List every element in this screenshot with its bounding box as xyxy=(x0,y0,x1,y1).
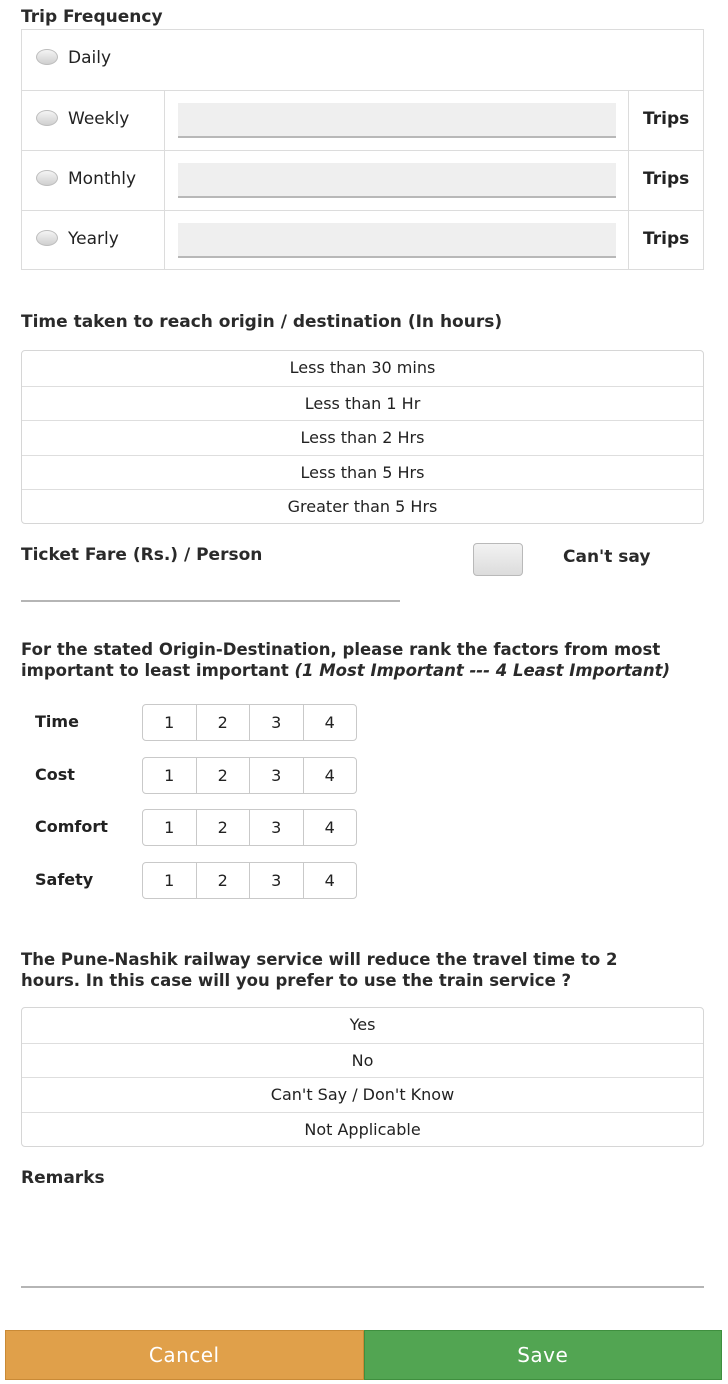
rank-safety-1[interactable]: 1 xyxy=(164,871,175,890)
frequency-label-weekly: Weekly xyxy=(68,109,130,129)
rank-safety-3[interactable]: 3 xyxy=(249,863,303,898)
rank-group-time xyxy=(142,704,357,741)
rank-comfort-2[interactable]: 2 xyxy=(196,810,250,845)
rank-label-time: Time xyxy=(35,712,79,731)
rank-group-comfort xyxy=(142,809,357,846)
yearly-trips-input[interactable] xyxy=(178,223,616,258)
train-preference-options xyxy=(21,1007,704,1147)
column-divider xyxy=(628,211,629,270)
radio-yearly[interactable] xyxy=(36,230,58,246)
weekly-trips-unit: Trips xyxy=(643,109,690,129)
rank-cost-2[interactable]: 2 xyxy=(196,758,250,793)
radio-daily[interactable] xyxy=(36,49,58,65)
frequency-row-weekly xyxy=(22,90,703,150)
frequency-row-yearly xyxy=(22,210,703,270)
rank-comfort-4[interactable]: 4 xyxy=(303,810,357,845)
rank-safety-4[interactable]: 4 xyxy=(303,863,357,898)
yearly-trips-unit: Trips xyxy=(643,229,690,249)
rank-time-2[interactable]: 2 xyxy=(196,705,250,740)
rank-label-cost: Cost xyxy=(35,765,75,784)
train-option[interactable]: No xyxy=(22,1043,703,1078)
ranking-prompt-text: For the stated Origin-Destination, please rank the factors from most important to least important xyxy=(21,640,661,680)
monthly-trips-input[interactable] xyxy=(178,163,616,198)
trip-frequency-title: Trip Frequency xyxy=(21,7,163,27)
rank-comfort-3[interactable]: 3 xyxy=(249,810,303,845)
rank-group-cost xyxy=(142,757,357,794)
save-button[interactable]: Save xyxy=(364,1330,723,1380)
radio-monthly[interactable] xyxy=(36,170,58,186)
time-option[interactable]: Less than 2 Hrs xyxy=(22,420,703,455)
time-option[interactable]: Less than 1 Hr xyxy=(22,386,703,421)
rank-time-4[interactable]: 4 xyxy=(303,705,357,740)
remarks-label: Remarks xyxy=(21,1168,105,1188)
column-divider xyxy=(164,211,165,270)
frequency-label-yearly: Yearly xyxy=(68,229,119,249)
train-option[interactable]: Not Applicable xyxy=(22,1112,703,1147)
frequency-label-monthly: Monthly xyxy=(68,169,137,189)
column-divider xyxy=(164,151,165,210)
ranking-prompt xyxy=(21,639,711,681)
remarks-textarea[interactable] xyxy=(21,1200,704,1288)
time-option[interactable]: Less than 30 mins xyxy=(289,358,436,377)
cant-say-label: Can't say xyxy=(563,547,651,567)
ticket-fare-input[interactable] xyxy=(21,570,400,602)
rank-comfort-1[interactable]: 1 xyxy=(164,818,175,837)
column-divider xyxy=(164,91,165,150)
frequency-row-daily xyxy=(22,30,703,90)
weekly-trips-input[interactable] xyxy=(178,103,616,138)
cant-say-checkbox[interactable] xyxy=(473,543,523,576)
rank-safety-2[interactable]: 2 xyxy=(196,863,250,898)
ticket-fare-label: Ticket Fare (Rs.) / Person xyxy=(21,545,263,565)
frequency-label-daily: Daily xyxy=(68,48,112,68)
monthly-trips-unit: Trips xyxy=(643,169,690,189)
column-divider xyxy=(628,91,629,150)
rank-cost-1[interactable]: 1 xyxy=(164,766,175,785)
trip-frequency-table xyxy=(21,29,704,270)
rank-label-safety: Safety xyxy=(35,870,94,889)
time-taken-options xyxy=(21,350,704,524)
train-preference-question: The Pune-Nashik railway service will reduce the travel time to 2 hours. In this case will you prefer to use the train service ? xyxy=(21,950,618,990)
cancel-button[interactable]: Cancel xyxy=(5,1330,364,1380)
rank-time-3[interactable]: 3 xyxy=(249,705,303,740)
frequency-row-monthly xyxy=(22,150,703,210)
rank-cost-4[interactable]: 4 xyxy=(303,758,357,793)
train-option[interactable]: Can't Say / Don't Know xyxy=(22,1077,703,1112)
rank-cost-3[interactable]: 3 xyxy=(249,758,303,793)
radio-weekly[interactable] xyxy=(36,110,58,126)
rank-group-safety xyxy=(142,862,357,899)
time-option[interactable]: Less than 5 Hrs xyxy=(22,455,703,490)
action-bar xyxy=(5,1330,722,1380)
rank-time-1[interactable]: 1 xyxy=(164,713,175,732)
train-option[interactable]: Yes xyxy=(349,1015,376,1034)
time-option[interactable]: Greater than 5 Hrs xyxy=(22,489,703,524)
time-taken-title: Time taken to reach origin / destination (In hours) xyxy=(21,312,503,332)
column-divider xyxy=(628,151,629,210)
rank-label-comfort: Comfort xyxy=(35,817,108,836)
ranking-prompt-scale: (1 Most Important --- 4 Least Important) xyxy=(294,661,671,680)
